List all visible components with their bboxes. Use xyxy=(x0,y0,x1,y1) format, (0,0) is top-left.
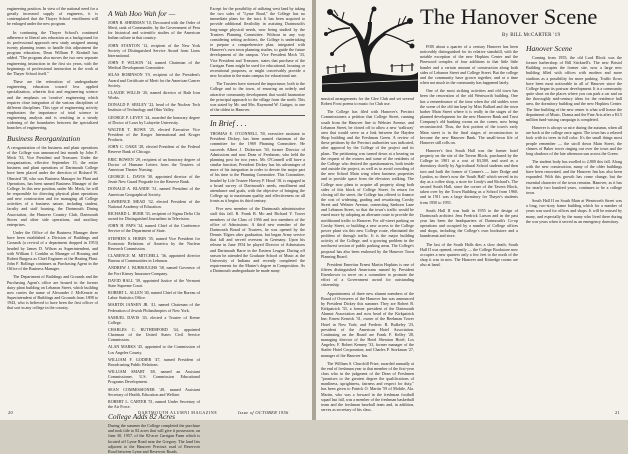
byline-author: BILL McCARTER xyxy=(510,33,552,38)
honors-list-item: GEORGE L. DAVIS '30, appointed director of the Jesuit New Guard Prograde for the Reserve Bank. xyxy=(108,174,200,185)
honors-list-item: JOHN H. PAPS '34, named Chief of the Conference Service of the Department of State. xyxy=(108,223,200,234)
honors-list-item: DONALD A. BLANDE '31, named President of the American Geographical Society. xyxy=(108,186,200,197)
honors-list-item: SILAS ROBINSON '19, recipient of the President's Award and Certificate of Merit for the American Cancer Society. xyxy=(108,72,200,88)
magazine-name: DARTMOUTH ALUMNI MAGAZINE xyxy=(138,410,218,415)
paragraph: The Department of Buildings and Grounds and the Purchasing Agent's office are housed in the former dairy plant building on Lebanon Street, which building now carries the name of Alexander J. McKenzie as Superintendent of Buildings and Grounds from 1898 to 1943, who is believed to have been the first officer of that sort in any college in the country. xyxy=(7,274,98,311)
paragraph: Under the Office of the Business Manager there have been established a Division of Buildings and Grounds (a revival of a department dropped in 1953) headed by James D. Wilson as Superintendent, and with William J. Conklin as Manager of Housing and Robert Burgess as Chief Engineer of the Heating Plant. John F. Rollings continues as Purchasing Agent in the Office of the Business Manager. xyxy=(7,230,98,272)
byline-class: '19 xyxy=(553,33,561,38)
paragraph: One of the most striking activities and old town has been the renovation of the old Wentworth building. One has a remembrance of the time when the old stables were the scene of the old inn kept by Miss Bullard and the town barber Main Street where it is really in the stages of the planned development for the new Hanover Bank and Trust Company's old banking rooms on the corner, now being reconstructed. Thus, the first portion of the town's early Main street is in the final stages of reconstruction to become the new Hanover Bank. The small-town life of Hanover still rolls on. xyxy=(420,88,518,145)
honors-list-item: ERIC BOWEN '29, recipient of an honorary degree of Doctor of Humane Letters from the Trustees of American Theater Nursing. xyxy=(108,156,200,172)
paragraph: The last of the South Halls dies a slow death; South Hall II was opened, recently — the College Bookstore now occupies a new quarters only a few feet to the north of the shop it was in now. The Hanover and Kittredge rooms are also at hand. xyxy=(420,241,518,268)
paragraph: Hanover's first South Hall was the former hotel property on the site of the Tavern Block, purchased by the College in 1901 at a cost of $3,500, and used as a dormitory chiefly by Agricultural School students and then torn and built the former of Conner's — later Dodge and Lyndon, so there's now the 'South Hall' which served in its day as a coffee shop, a store for Lindy's and Richard's. The second South Hall, since the corner of the Tavern Block, taken over by the Town Building as a School from 1960, and in 1911 was a large dormitory for Thayer's students from 1950 to 1955. xyxy=(420,147,518,205)
issue-date: Issue of OCTOBER 1956 xyxy=(238,410,289,415)
honors-list-item: GEORGE F. LEVEY '24, awarded the honorary degree of Doctor of Laws by Lafayette University. xyxy=(108,114,200,125)
paragraph: South Hall II on South Main at Wentworth Street was a long, two-story frame building which for a number of years was used for offices and shops. It will be missed by many, and especially by the many who lived there during the war years when it served as an emergency dormitory. xyxy=(526,198,622,224)
paragraph: Hanover is always so nice during the autumn, when all are back at the college once again. The town has a relaxed look with its trees in full color. It's the small things most people remember — the stroll down Main Street, the chimes of Baker tower ringing out over the town and the long shadows of the late afternoon sun across the Green. xyxy=(526,125,622,156)
section-heading-business-reorganization: Business Reorganization xyxy=(7,133,81,143)
tree-woodcut-icon xyxy=(322,6,418,92)
left-column-1 xyxy=(7,6,98,313)
paragraph: musical arrangements for the Glee Club and set several Robert Frost poems to music for Club use. xyxy=(321,96,414,107)
honors-list-item: CLARENCE M. MITCHELL '36, appointed director Bureau of Communities in Lebanon. xyxy=(108,253,200,264)
paragraph: The College has filed with Hanover's Precinct Commissioners a petition that College Street, running south from the Hanover line to Webster Avenue, and Lebanon Street, be closed off to allow a new 'walkway' area that would serve as a link between the Hayden Shop building and the Freshman Green. A review of these petitions by the Precinct authorities was indicated, after approval by the College of the project and its plans. The petitioning was turned down at a hearing on the request of the owners and some of the residents of the College who desired the questionnaires, both inside and outside the project, as well as to avoid crowding of the new School Main wing when business properties and to provide space from the elevators walking. The College now plans to acquire all property along both sides of this block of College Street. In return for closing off the street, the College has offered to finance the cost of widening, grading and resurfacing Crosby Street and Webster Avenue, connecting Sanborn Lane and Lebanon Street, so that the town's traffic would be eased more by adopting an alternate route to provide the northbound traffic to Hanover. For off-street parking on Crosby Street, or building a new access to the College power plant via this new College route, eliminated the problem of through traffic. It is the major building activity of the College, and a growing problem in the northwest section of public parking areas. The College's proposal has also been endorsed by the Hanover Town Planning Board. xyxy=(321,109,414,259)
byline xyxy=(502,32,560,38)
honors-list-item: SEAN COMMISSIONER '49, named Assistant Secretary of Health, Education and Welfare. xyxy=(108,386,200,397)
paragraph: engineering position. In view of the national need for a greatly increased supply of engineers, it is contemplated that the Thayer School enrollment will be enlarged under the new program. xyxy=(7,6,98,27)
honors-list-item: SAMUEL DAVIS '43, elected a Trustee of Keene College. xyxy=(108,314,200,325)
honors-list-item: JOHN P. WILSON '14, named Chairman of the Medical Development Committee. xyxy=(108,60,200,71)
paragraph: The student body has swelled to 2,800 this fall. Along with the new construction, many of the older buildings have been renovated, and the Hanover Inn has also been expanded. With this growth has come change, but the essential character of the town remains. Hanover, as it has for nearly two hundred years, continues to be a college town. xyxy=(526,158,622,195)
honors-list-item: RICHARD L. BURR '33, recipient of Sigma Delta Chi award for Distinguished Journalism in Television. xyxy=(108,211,200,222)
left-page xyxy=(0,0,312,454)
honors-list-item: WILLIAM F. GODIER '47, named President of Broadcasting Public Relations. xyxy=(108,356,200,367)
section-heading-hanover-scene: Hanover Scene xyxy=(526,44,573,53)
honors-list-item: WILLIAM SMART '48, named an Assistant Commissioner, U.S. Commission Educational Programs Development. xyxy=(108,369,200,385)
honors-list xyxy=(108,20,200,409)
paragraph: FOR about a quarter of a century Hanover has been noticeably distinguished for its relative standstill, with the notable exception of the new Hopkins Center and the Pinewood complex of four additions to that little little hamlet and a certain amount of construction along both sides of Lebanon Street and College Street. But the college and the community have grown together, and at a time when not much in the community has happened lately. xyxy=(420,44,518,86)
section-heading-college-adds-acres: College Adds 82 Acres xyxy=(108,412,175,422)
woodcut-illustration xyxy=(322,6,418,92)
honors-list-item: MARTIN JANSEN JR. '41, named Chairman of the Federation of Jewish Philanthropies of New York. xyxy=(108,302,200,313)
honors-list-item: ROBERT L. ALLEN '40, named Chief of the Bureau of Labor Statistics Office. xyxy=(108,290,200,301)
honors-list-item: JOHN R. SHERMAN '10, Decorated with the Order of Merit, rank of Commander, by the Government of Peru for historical and scientific studies of the American Indian culture in that country. xyxy=(108,20,200,41)
honors-list-item: ALAN MARKS '45, appointed to the Commission of Los Angeles County. xyxy=(108,344,200,355)
paragraph: President Emeritus Ernest Martin Hopkins is one of fifteen distinguished Americans named by President Eisenhower to serve on a committee to promote the effort of a Government award for outstanding citizenship. xyxy=(321,261,414,288)
honors-list-item: JOHN C. OAKE '28, elected President of the Federal Reserve Bank of Chicago. xyxy=(108,144,200,155)
honors-list-item: CLAUDE WILLIS '20, named director of Bath Iron Works. xyxy=(108,89,200,101)
paragraph: Coming from 1955, the old Lord Block was the former barbershop of Bill Sticknell's. The new Bristol Building occupies the former site, now a large new building filled with offices with modern and more studious as a possibility for more parking. Traffic flows have been most noticeable in all of Hanover since the College began its postwar development. It is a community quite short on the places where you can park a car and on the thoroughly mid-century ideas for the residence hall area, the dormitory building and the new Hopkins Center. The fine building of the new center is what will house the department of Music, Drama and the Fine Arts after a $3.5 million fund-raising campaign is completed. xyxy=(526,55,622,122)
paragraph: A reorganization of the business and plant operations of the College was announced last month by John F. Meck '33, Vice President and Treasurer. Under the reorganization, effective September 15, the entire business and plant operations of Dartmouth College have been placed under the direction of Richard W. Olmsted '38, who was Business Manager for Plant and Operations, has been named Business Manager of the College. In this new position, under Mr. Meck, he will be responsible for directing physical plant operations and new construction and for managing all College activities of a business nature, including student, faculty and staff housing, the Dartmouth Dining Association, the Hanover Country Club, Dartmouth Stores and other side operations, and auxiliary enterprises. xyxy=(7,144,98,227)
section-divider xyxy=(210,115,305,116)
honors-list-item: DAVID HALL '39, appointed Justice of the Vermont State Supreme Court. xyxy=(108,277,200,288)
honors-list-item: STEPHEN S. HOBIN '35, named Vice President for Economic Relations of America by the Nuclear Research Commission. xyxy=(108,235,200,251)
honors-list-item: DONALD P. SEELEY '22, head of the Nuclear Tech Institute of Technology and Ohio Valley. xyxy=(108,102,200,113)
paragraph: During the summer the College completed the purchase and took title to 82 acres that will give it possession, on June 30, 1957, of the 82-acre Carrigan Farm which is located off Lyme Road near the Gregory. The land lies adjacent to the Hanover Precinct road of Reservoir Road between Lyme and Reservoir Roads. xyxy=(108,423,200,454)
paragraph: The William S. Churchill Prize, awarded annually at the end of freshman year to that member of the first-year class who in the judgment of the Dean of Freshmen "promises to the greatest degree the qualifications of manliness, uprightness, fairness and respect for duty," has been given to Patrick O. Martin '59 of Mobile, Ala. Martin, who was a forward in the freshman football squad last fall, was a member of the freshman basketball team and the freshman baseball team and, in addition, serves as secretary of his class. xyxy=(321,360,414,413)
section-heading-wah-hoo-wah: A Wah Hoo Wah for — xyxy=(108,9,176,18)
honors-list-item: CHARLES C. RUTHERFORD '44, appointed Chairman of the United States Civil Service Commission. xyxy=(108,326,200,343)
paragraph: These are the reiteration of undergraduate engineering education toward less applied specialization, wherein first and engineering science and the emphasis on 'creative' engineering which requires close integration of the various disciplines of different disciplines. This type of engineering activity emphasizes the importance of total science to engineering analysis and is resulting in a steady widening of the boundaries between the specialized branches of engineering. xyxy=(7,79,98,131)
right-column-3 xyxy=(526,44,622,227)
honors-list-item: LAWRENCE MEAD '32, elected President of the National Academy of Education. xyxy=(108,198,200,209)
feature-title: The Hanover Scene xyxy=(420,4,598,29)
right-column-1 xyxy=(321,96,414,413)
paragraph: Except for the possibility of utilizing west land by taking the two sales of "Lyme Road," the College has no immediate plans for the tract. It has been acquired to provide additional flexibility in assisting Dartmouth's long-range physical needs, now being studied by the Trustees Planning Committee. Without in any way considering setting architect, the College is undertaking to prepare a comprehensive plan, integrated with Hanover's own town planning studies, to guide the future development of the campus. Vice President Meck '33, Vice President and Treasurer, states that purchase of the Carrigan Farm might be used for educational, housing or recreational purposes, or might conceivably provide a new location in the main campus for educational use. xyxy=(210,6,305,79)
paragraph: THOMAS E. O'CONNELL '50, executive assistant to President Dickey, has been named chairman of the committee for the 1969 Planning Committee. He succeeds Albert J. Dickerson '30, former Director of Admissions and now Dean of Freshmen, who held the planning post for two years. Mr. O'Connell will have a similar function; President Dickey has his advantages of more of his integration in order to devote the major part of his time to the Planning Committee. This Committee, headed by Life Trustee Harvey P. Hood '18, is engaged in a broad survey of Dartmouth's needs, enrollment and attendance and goals, with the objective of bringing the College up to maximum quality and effectiveness on all fronts as it begins its third century. xyxy=(210,131,305,204)
honors-list-item: ROBERT L. CARTER '51, named Under Secretary of the Air Force. xyxy=(108,398,200,409)
section-heading-in-brief: In Brief . . . xyxy=(210,119,247,129)
page-number-left: 20 xyxy=(8,410,13,415)
right-page xyxy=(316,0,628,420)
paragraph: In continuing the Thayer School's continued adherence to liberal arts education as a background for its professional approach new study assigned among twenty planning teams to handle this adjustment the program education, Dean William P. Kimball has added. "The program also moves the two new separate engineering instruction in the first six years, with the beginnings of professional instruction in the work at the Thayer School itself." xyxy=(7,29,98,76)
right-column-2 xyxy=(420,44,518,270)
honors-list-item: WALTER T. ROWE '25, elected Executive Vice President of the Kroger International and Kroger Products. xyxy=(108,126,200,143)
honors-list-item: JOHN STANTON '12, recipient of the New York Society of Distinguished Service Award from Lions International. xyxy=(108,42,200,58)
paragraph: South Hall II was built in 1955 to the design of Dartmouth architect Jens Fredrick Larson and in the past year has been the headquarters of Dartmouth's Co-op operations and occupied by a number of College offices and shops, including the College's own bookstore and a laundromat and store. xyxy=(420,207,518,239)
honors-list-item: ANDREW J. BURROUGHS '38, named Governor of the Fort Kinsey Insurance Company. xyxy=(108,265,200,276)
left-column-3 xyxy=(210,6,305,276)
page-number-right: 21 xyxy=(615,410,620,415)
paragraph: The Trustees have stressed the importance, both to the College and to the town, of ensuring an orderly and attractive community development that would harmonize the principal approach to the village from the north. This was stated by Mr. and Mrs. Raymond W. Guttger, to one of the oldest in Hanover. xyxy=(210,81,305,112)
byline-prefix: By xyxy=(502,33,509,38)
paragraph: Five new member of the Dartmouth administrative staff this fall. R. Frank B. Mo and Richard Y. Tower members of the Class of 1956 and two members of the office of Admissions. A third new member of the Dartmouth Board of Trustees, he was opened by the Dennis Tilgres after graduation, but began Army service that fall and served overseas in Germany. Upon his release in June 1954 he played Director of Admissions and Dartmouth Barre in the Eastern League. During off season he attended the Graduate School of Music at the University of Indiana and recently completed the requirements for the Master's degree in Composition. As a Dartmouth undergraduate he made many xyxy=(210,206,305,274)
paragraph: Appointments of three new alumni members of the Board of Overseers of the Hanover Inn was announced by President Dickey this summer. They are Robert B. Kirkpatrick '33, a former president of the Dartmouth Alumni Association and now head of the Kirkpatrick Inn; Ernest Kenrick '31, owner of the Beekman Tower Hotel in New York; and Frederic R. Bulkeley '23, president of the American Hotel Association. Continuing on the Board are Frank F. Kelley '28, managing director of the Hotel Sheraton Hotel, Los Angeles; F. Robert Kenney '33, former manager of the Statler Hotel Corporation; and Charles P. Storkman '27, manager of the Hanover Inn. xyxy=(321,290,414,358)
